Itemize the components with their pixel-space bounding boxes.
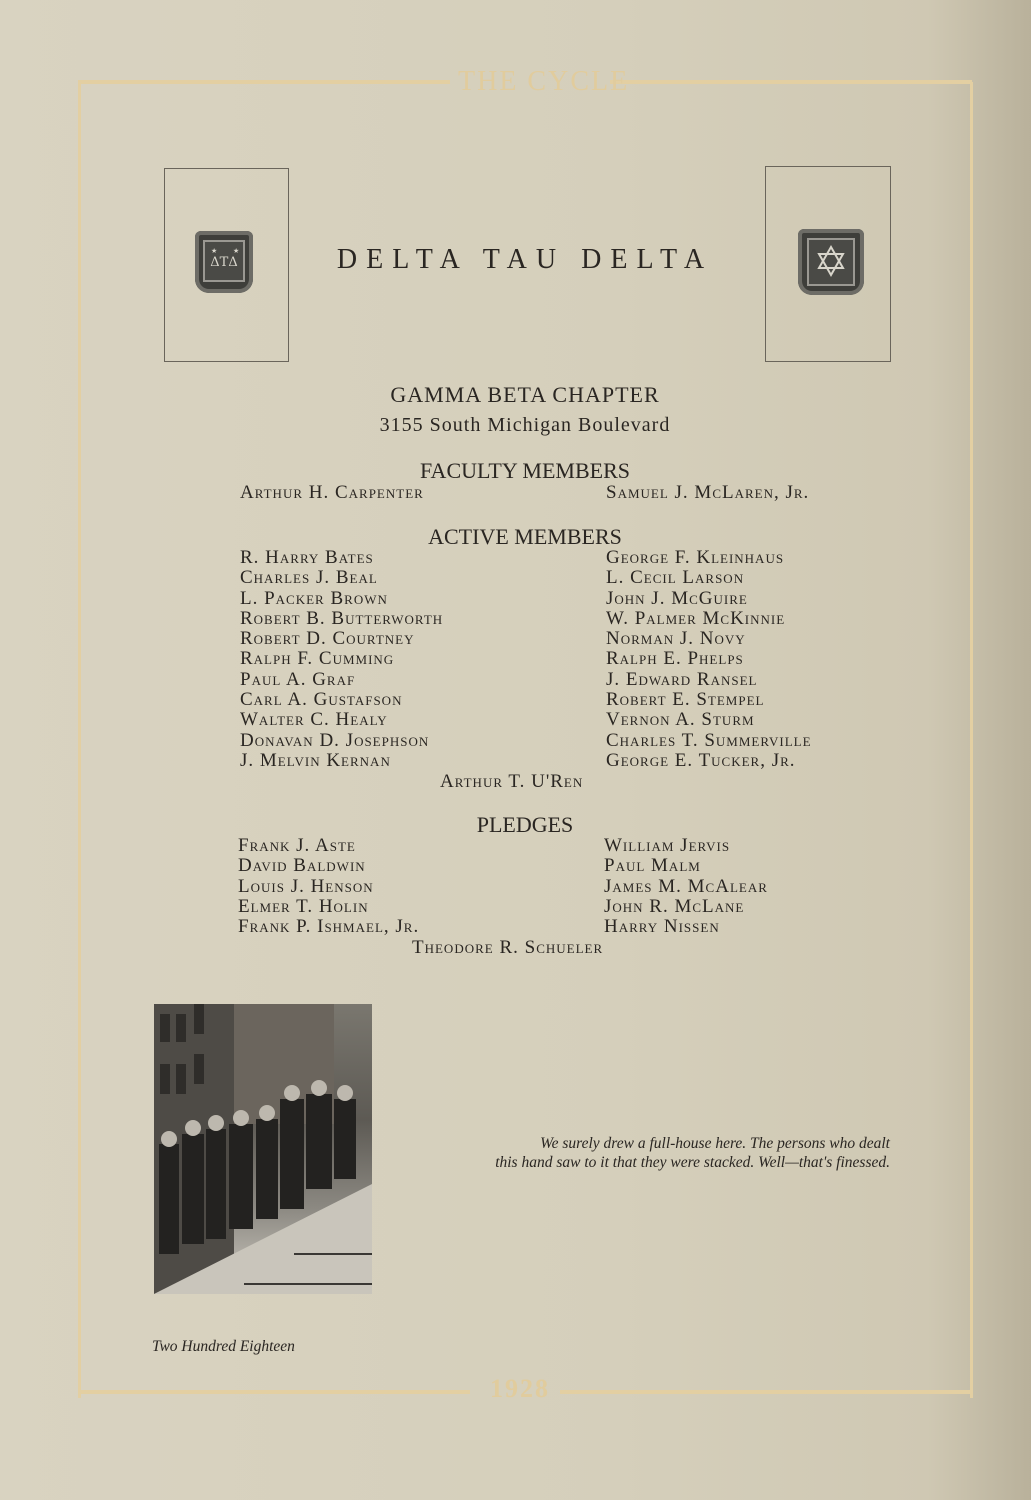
photo-caption (432, 1134, 890, 1172)
caption-line-2: this hand saw to it that they were stacked. Well—that's finessed. (495, 1154, 890, 1171)
chapter-address: 3155 South Michigan Boulevard (379, 414, 671, 436)
frame-right-rule (970, 82, 973, 1398)
left-emblem-box (164, 168, 289, 362)
running-head: THE CYCLE (458, 66, 630, 97)
active-center-member: Arthur T. U'Ren (440, 771, 584, 792)
list-item: Paul A. Graf (240, 668, 356, 690)
faculty-right: Samuel J. McLaren, Jr. (606, 482, 810, 503)
caption-line-1: We surely drew a full-house here. The persons who dealt (540, 1135, 890, 1152)
list-item: Harry Nissen (604, 916, 720, 938)
list-item: Carl A. Gustafson (240, 689, 403, 711)
list-item: William Jervis (604, 835, 731, 856)
list-item: John R. McLane (604, 895, 745, 917)
crest-icon (195, 231, 253, 293)
chapter-name: GAMMA BETA CHAPTER (390, 382, 660, 407)
list-item: J. Edward Ransel (606, 668, 758, 690)
list-item: Frank J. Aste (238, 835, 356, 856)
faculty-heading: FACULTY MEMBERS (419, 458, 631, 483)
list-item: Ralph E. Phelps (606, 648, 744, 670)
star-of-david-icon (798, 229, 864, 295)
list-item: Charles J. Beal (240, 567, 378, 589)
pledges-left-column (238, 836, 419, 937)
frame-top-left-rule (78, 80, 450, 84)
fraternity-title: DELTA TAU DELTA (336, 244, 714, 275)
pledges-right-column (604, 836, 768, 937)
pledges-center-member: Theodore R. Schueler (412, 937, 604, 958)
list-item: Louis J. Henson (238, 875, 374, 897)
list-item: Robert D. Courtney (240, 628, 415, 650)
list-item: W. Palmer McKinnie (606, 607, 786, 629)
list-item: James M. McAlear (604, 875, 768, 897)
active-left-column (240, 548, 443, 771)
active-right-column (606, 548, 812, 771)
list-item: L. Packer Brown (240, 587, 388, 609)
list-item: Norman J. Novy (606, 628, 746, 650)
list-item: Frank P. Ishmael, Jr. (238, 916, 420, 938)
list-item: John J. McGuire (606, 587, 748, 609)
svg-text:★: ★ (233, 247, 240, 255)
list-item: Charles T. Summerville (606, 729, 812, 751)
page-number-label: Two Hundred Eighteen (152, 1338, 295, 1355)
pledges-heading: PLEDGES (476, 812, 574, 837)
faculty-left: Arthur H. Carpenter (240, 482, 424, 503)
frame-bottom-right-rule (560, 1390, 972, 1394)
list-item: Ralph F. Cumming (240, 648, 395, 670)
list-item: Robert E. Stempel (606, 689, 765, 711)
list-item: L. Cecil Larson (606, 567, 745, 589)
list-item: David Baldwin (238, 855, 366, 877)
running-foot: 1928 (490, 1374, 550, 1403)
list-item: George F. Kleinhaus (606, 547, 785, 568)
crest-letters: ΔΤΔ (210, 255, 238, 270)
list-item: Robert B. Butterworth (240, 607, 444, 629)
list-item: R. Harry Bates (240, 547, 374, 568)
list-item: Vernon A. Sturm (606, 709, 755, 731)
frame-top-right-rule (610, 80, 972, 84)
list-item: Elmer T. Holin (238, 895, 369, 917)
group-photograph (154, 1004, 372, 1294)
svg-text:★: ★ (211, 247, 218, 255)
list-item: Paul Malm (604, 855, 701, 877)
list-item: Donavan D. Josephson (240, 729, 430, 751)
frame-left-rule (78, 82, 81, 1398)
list-item: George E. Tucker, Jr. (606, 749, 796, 771)
list-item: J. Melvin Kernan (240, 749, 391, 771)
list-item: Walter C. Healy (240, 709, 388, 731)
frame-bottom-left-rule (78, 1390, 470, 1394)
right-emblem-box (765, 166, 891, 362)
active-heading: ACTIVE MEMBERS (428, 524, 622, 549)
